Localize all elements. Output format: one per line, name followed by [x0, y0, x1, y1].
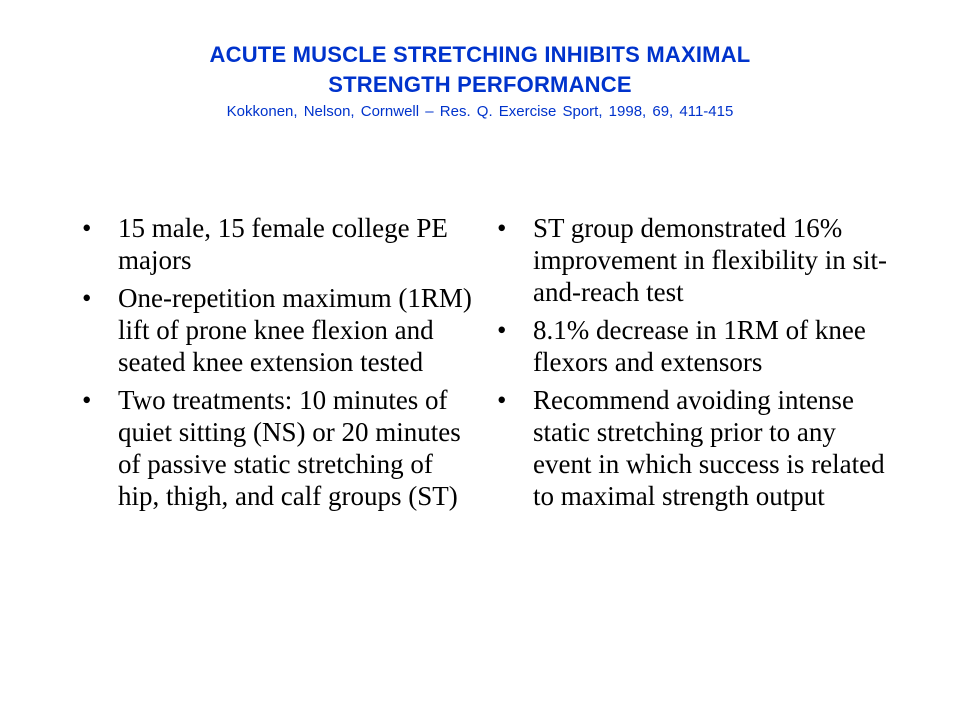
bullet-text: ST group demonstrated 16% improvement in flexibility in sit-and-reach test [533, 213, 887, 307]
bullet-item [495, 384, 895, 512]
bullet-item [495, 314, 895, 378]
right-bullet-list [495, 212, 895, 512]
left-bullet-list [80, 212, 480, 512]
bullet-item [495, 212, 895, 308]
bullet-dot-icon: • [497, 385, 507, 415]
bullet-text: Recommend avoiding intense static stretching prior to any event in which success is related to maximal strength output [533, 385, 885, 511]
bullet-item [80, 282, 480, 378]
bullet-dot-icon: • [497, 213, 507, 243]
bullet-dot-icon: • [82, 283, 92, 313]
right-column [495, 212, 895, 518]
slide-title-line-1: ACUTE MUSCLE STRETCHING INHIBITS MAXIMAL [209, 42, 751, 67]
bullet-text: 8.1% decrease in 1RM of knee flexors and extensors [533, 315, 866, 377]
bullet-item [80, 384, 480, 512]
bullet-text: Two treatments: 10 minutes of quiet sitting (NS) or 20 minutes of passive static stretching of hip, thigh, and calf groups (ST) [118, 385, 461, 511]
bullet-text: One-repetition maximum (1RM) lift of prone knee flexion and seated knee extension tested [118, 283, 472, 377]
bullet-item [80, 212, 480, 276]
bullet-dot-icon: • [497, 315, 507, 345]
left-column [80, 212, 480, 518]
citation: Kokkonen, Nelson, Cornwell – Res. Q. Exercise Sport, 1998, 69, 411-415 [226, 103, 734, 120]
bullet-text: 15 male, 15 female college PE majors [118, 213, 448, 275]
bullet-dot-icon: • [82, 385, 92, 415]
slide-title-line-2: STRENGTH PERFORMANCE [328, 72, 632, 97]
bullet-dot-icon: • [82, 213, 92, 243]
title-block [0, 40, 960, 124]
